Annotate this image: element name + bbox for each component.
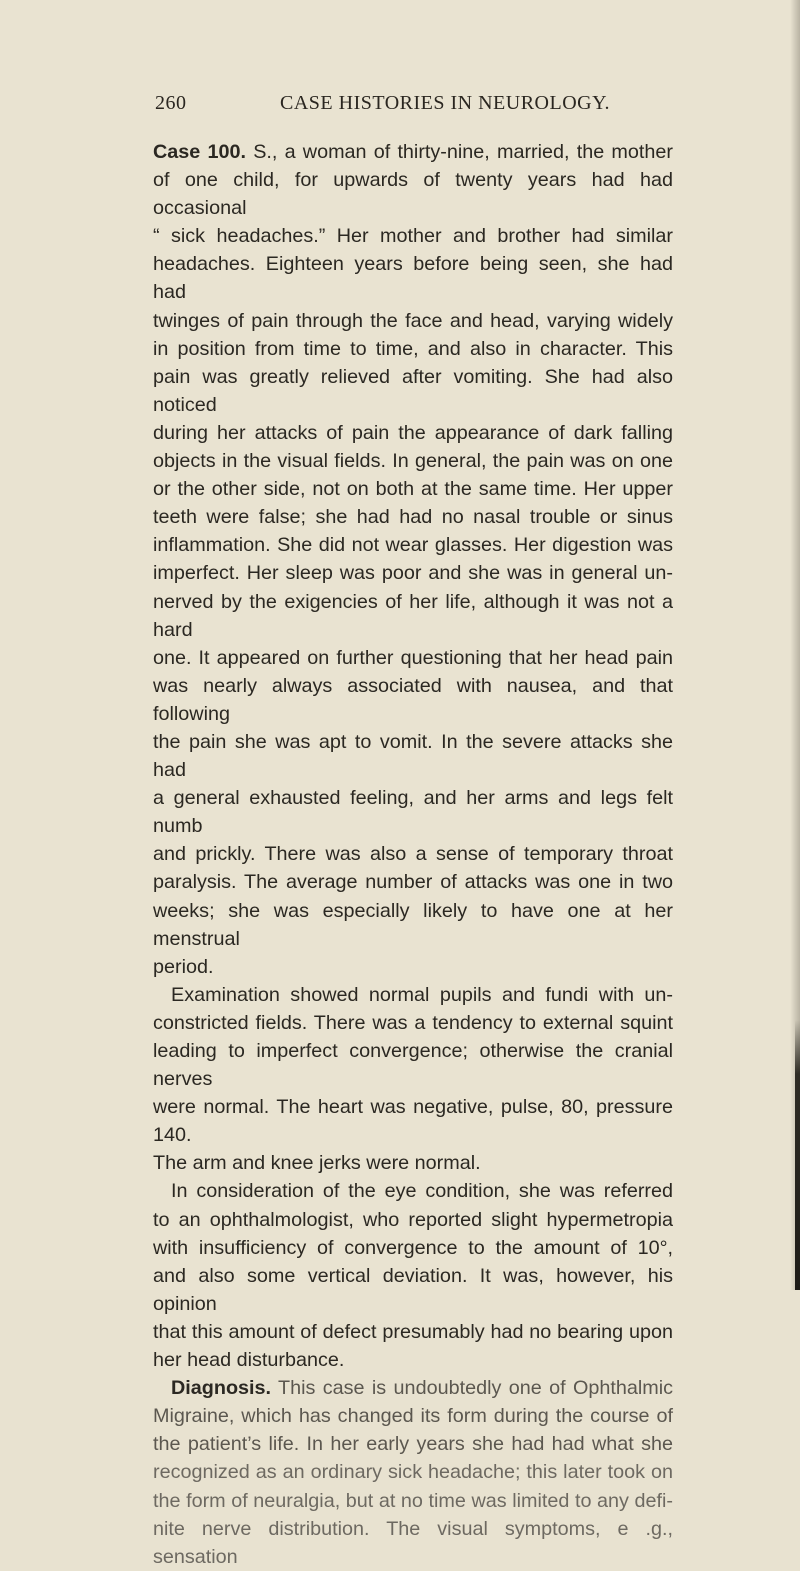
text-line: or the other side, not on both at the same time. Her upper <box>153 478 673 501</box>
text-line: twinges of pain through the face and head, varying widely <box>153 309 673 332</box>
text-line: Examination showed normal pupils and fundi with un- <box>171 983 673 1006</box>
text-line: was nearly always associated with nausea, and that following <box>153 674 673 725</box>
text-line: her head disturbance. <box>153 1349 345 1372</box>
text-line: In consideration of the eye condition, she was referred <box>171 1180 673 1203</box>
text-line: The arm and knee jerks were normal. <box>153 1152 481 1175</box>
text-line: Case 100. S., a woman of thirty-nine, married, the mother <box>153 141 673 163</box>
running-head <box>155 92 665 118</box>
text-line: nerved by the exigencies of her life, although it was not a hard <box>153 590 673 641</box>
diagnosis-label: Diagnosis. <box>171 1377 272 1400</box>
text-line: paralysis. The average number of attacks was one in two <box>153 871 673 894</box>
text-line: “ sick headaches.” Her mother and brother had similar <box>153 225 673 248</box>
body-text <box>153 138 673 1571</box>
case-label: Case 100. <box>153 141 246 163</box>
text-line: pain was greatly relieved after vomiting. She had also noticed <box>153 365 673 416</box>
text-line: Migraine, which has changed its form during the course of <box>153 1405 673 1428</box>
text-line: with insufficiency of convergence to the amount of 10°, <box>153 1236 673 1259</box>
text-line: the patient’s life. In her early years she had had what she <box>153 1433 673 1456</box>
text-line: teeth were false; she had had no nasal trouble or sinus <box>153 506 673 529</box>
page-binding-edge <box>795 1020 800 1290</box>
text-line: during her attacks of pain the appearance of dark falling <box>153 421 673 444</box>
text-line: were normal. The heart was negative, pulse, 80, pressure 140. <box>153 1096 673 1147</box>
text-line: constricted fields. There was a tendency to external squint <box>153 1011 673 1034</box>
text-line: of one child, for upwards of twenty years had had occasional <box>153 169 673 220</box>
text-line: imperfect. Her sleep was poor and she was in general un- <box>153 562 673 585</box>
text-line: one. It appeared on further questioning that her head pain <box>153 646 673 669</box>
text-line: the pain she was apt to vomit. In the severe attacks she had <box>153 730 673 782</box>
text-line: inflammation. She did not wear glasses. Her digestion was <box>153 534 673 557</box>
text-line: in position from time to time, and also in character. This <box>153 337 673 360</box>
text-line: recognized as an ordinary sick headache; this later took on <box>153 1461 673 1484</box>
text-line: period. <box>153 955 214 978</box>
text-line: objects in the visual fields. In general, the pain was on one <box>153 450 673 473</box>
page-number: 260 <box>155 92 187 114</box>
text-line: headaches. Eighteen years before being seen, she had had <box>153 253 673 304</box>
text-line: weeks; she was especially likely to have one at her menstrual <box>153 899 673 950</box>
running-head-title: CASE HISTORIES IN NEUROLOGY. <box>280 92 610 114</box>
text-line: to an ophthalmologist, who reported slight hypermetropia <box>153 1208 673 1231</box>
text-line: that this amount of defect presumably had no bearing upon <box>153 1320 673 1343</box>
text-line: leading to imperfect convergence; otherwise the cranial nerves <box>153 1040 673 1091</box>
text-line: and prickly. There was also a sense of temporary throat <box>153 843 673 866</box>
text-line: nite nerve distribution. The visual symptoms, e .g., sensation <box>153 1517 673 1568</box>
text-line: the form of neuralgia, but at no time was limited to any defi- <box>153 1489 673 1512</box>
text-line: a general exhausted feeling, and her arms and legs felt numb <box>153 787 673 838</box>
text-line: Diagnosis. This case is undoubtedly one of Ophthalmic <box>171 1377 673 1400</box>
text-line: and also some vertical deviation. It was, however, his opinion <box>153 1264 673 1315</box>
